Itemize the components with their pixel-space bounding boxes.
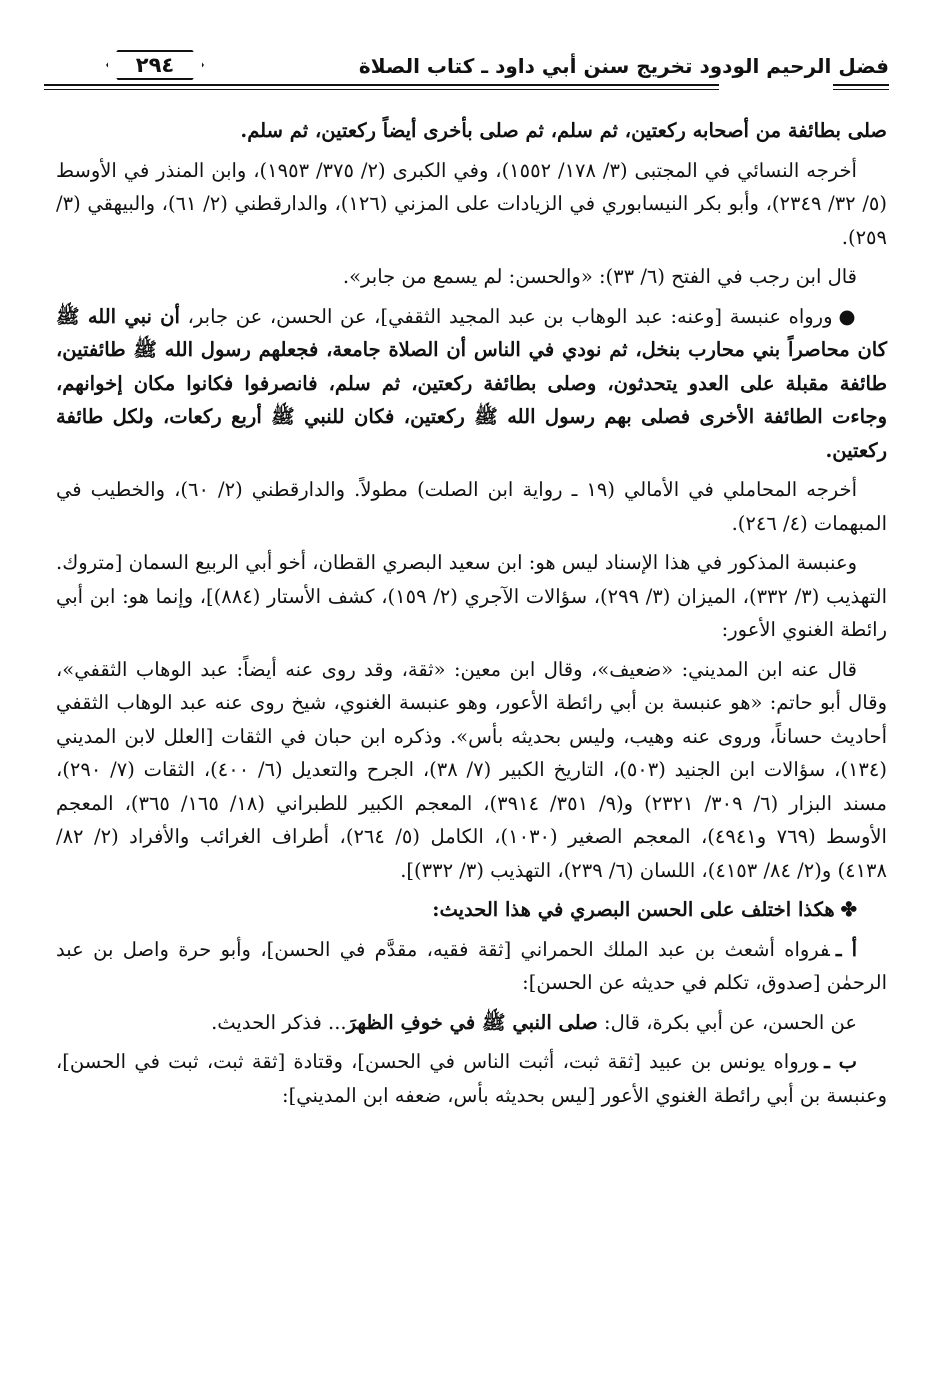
paragraph-4-bold: أن نبي الله ﷺ كان محاصراً بني محارب بنخل، ثم نودي في الناس أن الصلاة جامعة، فجعلهم رسول الله ﷺ طائفتين، طائفة مقبلة على العدو يتحدثون، وصلى بطائفة ركعتين، ثم سلم، فانصرفوا فكانوا مكان إخوانهم، وجاءت الطائفة الأخرى فصلى بهم رسول الله ﷺ ركعتين، فكان للنبي ﷺ أربع ركعات، ولكل طائفة ركعتين. [56, 304, 887, 462]
paragraph-5: أخرجه المحاملي في الأمالي (١٩ ـ رواية ابن الصلت) مطولاً. والدارقطني (٢/ ٦٠)، والخطيب في المبهمات (٤/ ٢٤٦). [56, 478, 887, 535]
header-rule-bottom [44, 89, 719, 90]
paragraph-1-bold: صلى بطائفة من أصحابه ركعتين، ثم سلم، ثم صلى بأخرى أيضاً ركعتين، ثم سلم. [240, 119, 887, 142]
paragraph-9-text: فرواه أشعث بن عبد الملك الحمراني [ثقة فقيه، مقدَّم في الحسن]، وأبو حرة واصل بن عبد الرحمٰن [صدوق، تكلم في حديثه عن الحسن]: [56, 937, 887, 994]
page-number-badge [106, 50, 204, 80]
item-b-marker: ب ـ [824, 1050, 858, 1073]
paragraph-9 [56, 933, 887, 1000]
item-a-marker: أ ـ [835, 937, 857, 961]
bullet-marker: ● [838, 304, 858, 328]
section-heading-text: هكذا اختلف على الحسن البصري في هذا الحديث: [432, 898, 835, 921]
paragraph-10-text-a: عن الحسن، عن أبي بكرة، قال: [597, 1010, 857, 1034]
paragraph-2: أخرجه النسائي في المجتبى (٣/ ١٧٨/ ١٥٥٢)، وفي الكبرى (٢/ ٣٧٥/ ١٩٥٣)، وابن المنذر في الأوسط (٥/ ٣٢/ ٢٣٤٩)، وأبو بكر النيسابوري في الزيادات على المزني (١٢٦)، والدارقطني (٢/ ٦١)، والبيهقي (٣/ ٢٥٩). [56, 158, 887, 249]
paragraph-4-text: ورواه عنبسة [وعنه: عبد الوهاب بن عبد المجيد الثقفي]، عن الحسن، عن جابر، [179, 304, 833, 328]
paragraph-7: قال عنه ابن المديني: «ضعيف»، وقال ابن معين: «ثقة، وقد روى عنه أيضاً: عبد الوهاب الثقفي»، وقال أبو حاتم: «هو عنبسة بن أبي رائطة الأعور، وهو عنبسة الغنوي، شيخ روى عنه عبد الوهاب الثقفي أحاديث حساناً، وروى عنه وهيب، وليس بحديثه بأس». وذكره ابن حبان في الثقات [العلل لابن المديني (١٣٤)، سؤالات ابن الجنيد (٥٠٣)، التاريخ الكبير (٧/ ٣٨)، الجرح والتعديل (٦/ ٤٠٠)، الثقات (٧/ ٢٩٠)، مسند البزار (٦/ ٣٠٩/ ٢٣٢١) و(٩/ ٣٥١/ ٣٩١٤)، المعجم الكبير للطبراني (١٨/ ١٦٥/ ٣٦٥)، المعجم الأوسط (٧٦٩ و٤٩٤١)، المعجم الصغير (١٠٣٠)، الكامل (٥/ ٢٦٤)، أطراف الغرائب والأفراد (٢/ ٨٢/ ٤١٣٨) و(٢/ ٨٤/ ٤١٥٣)، اللسان (٦/ ٢٣٩)، التهذيب (٣/ ٣٣٢)]. [56, 657, 887, 882]
paragraph-10-bold: صلى النبي ﷺ في خوفِ الظهرَ [346, 1010, 598, 1034]
leaf-ornament-icon: ✤ [840, 898, 857, 921]
running-title: فضل الرحيم الودود تخريج سنن أبي داود ـ كتاب الصلاة [358, 54, 889, 78]
header-rule-top [44, 84, 719, 86]
paragraph-6: وعنبسة المذكور في هذا الإسناد ليس هو: ابن سعيد البصري القطان، أخو أبي الربيع السمان [متروك. التهذيب (٣/ ٣٣٢)، الميزان (٣/ ٢٩٩)، سؤالات الآجري (٢/ ١٥٩)، كشف الأستار (٨٨٤)]، وإنما هو: ابن أبي رائطة الغنوي الأعور: [56, 551, 887, 641]
paragraph-3: قال ابن رجب في الفتح (٦/ ٣٣): «والحسن: لم يسمع من جابر». [342, 265, 857, 288]
page-number: ٢٩٤ [135, 53, 175, 77]
paragraph-1 [56, 114, 887, 148]
paragraph-11-text: ورواه يونس بن عبيد [ثقة ثبت، أثبت الناس في الحسن]، وقتادة [ثقة ثبت، ثبت في الحسن]، وعنبسة بن أبي رائطة الغنوي الأعور [ليس بحديثه بأس، ضعفه ابن المديني]: [56, 1050, 887, 1107]
paragraph-10 [56, 1006, 887, 1040]
header-rule-left-bottom [833, 89, 889, 90]
header-rule-left-top [833, 84, 889, 86]
paragraph-10-text-b: ... فذكر الحديث. [211, 1010, 347, 1034]
section-heading [56, 893, 887, 927]
page-header [44, 48, 889, 92]
paragraph-11 [56, 1045, 887, 1112]
page-body [56, 114, 887, 1118]
paragraph-4 [56, 300, 887, 468]
